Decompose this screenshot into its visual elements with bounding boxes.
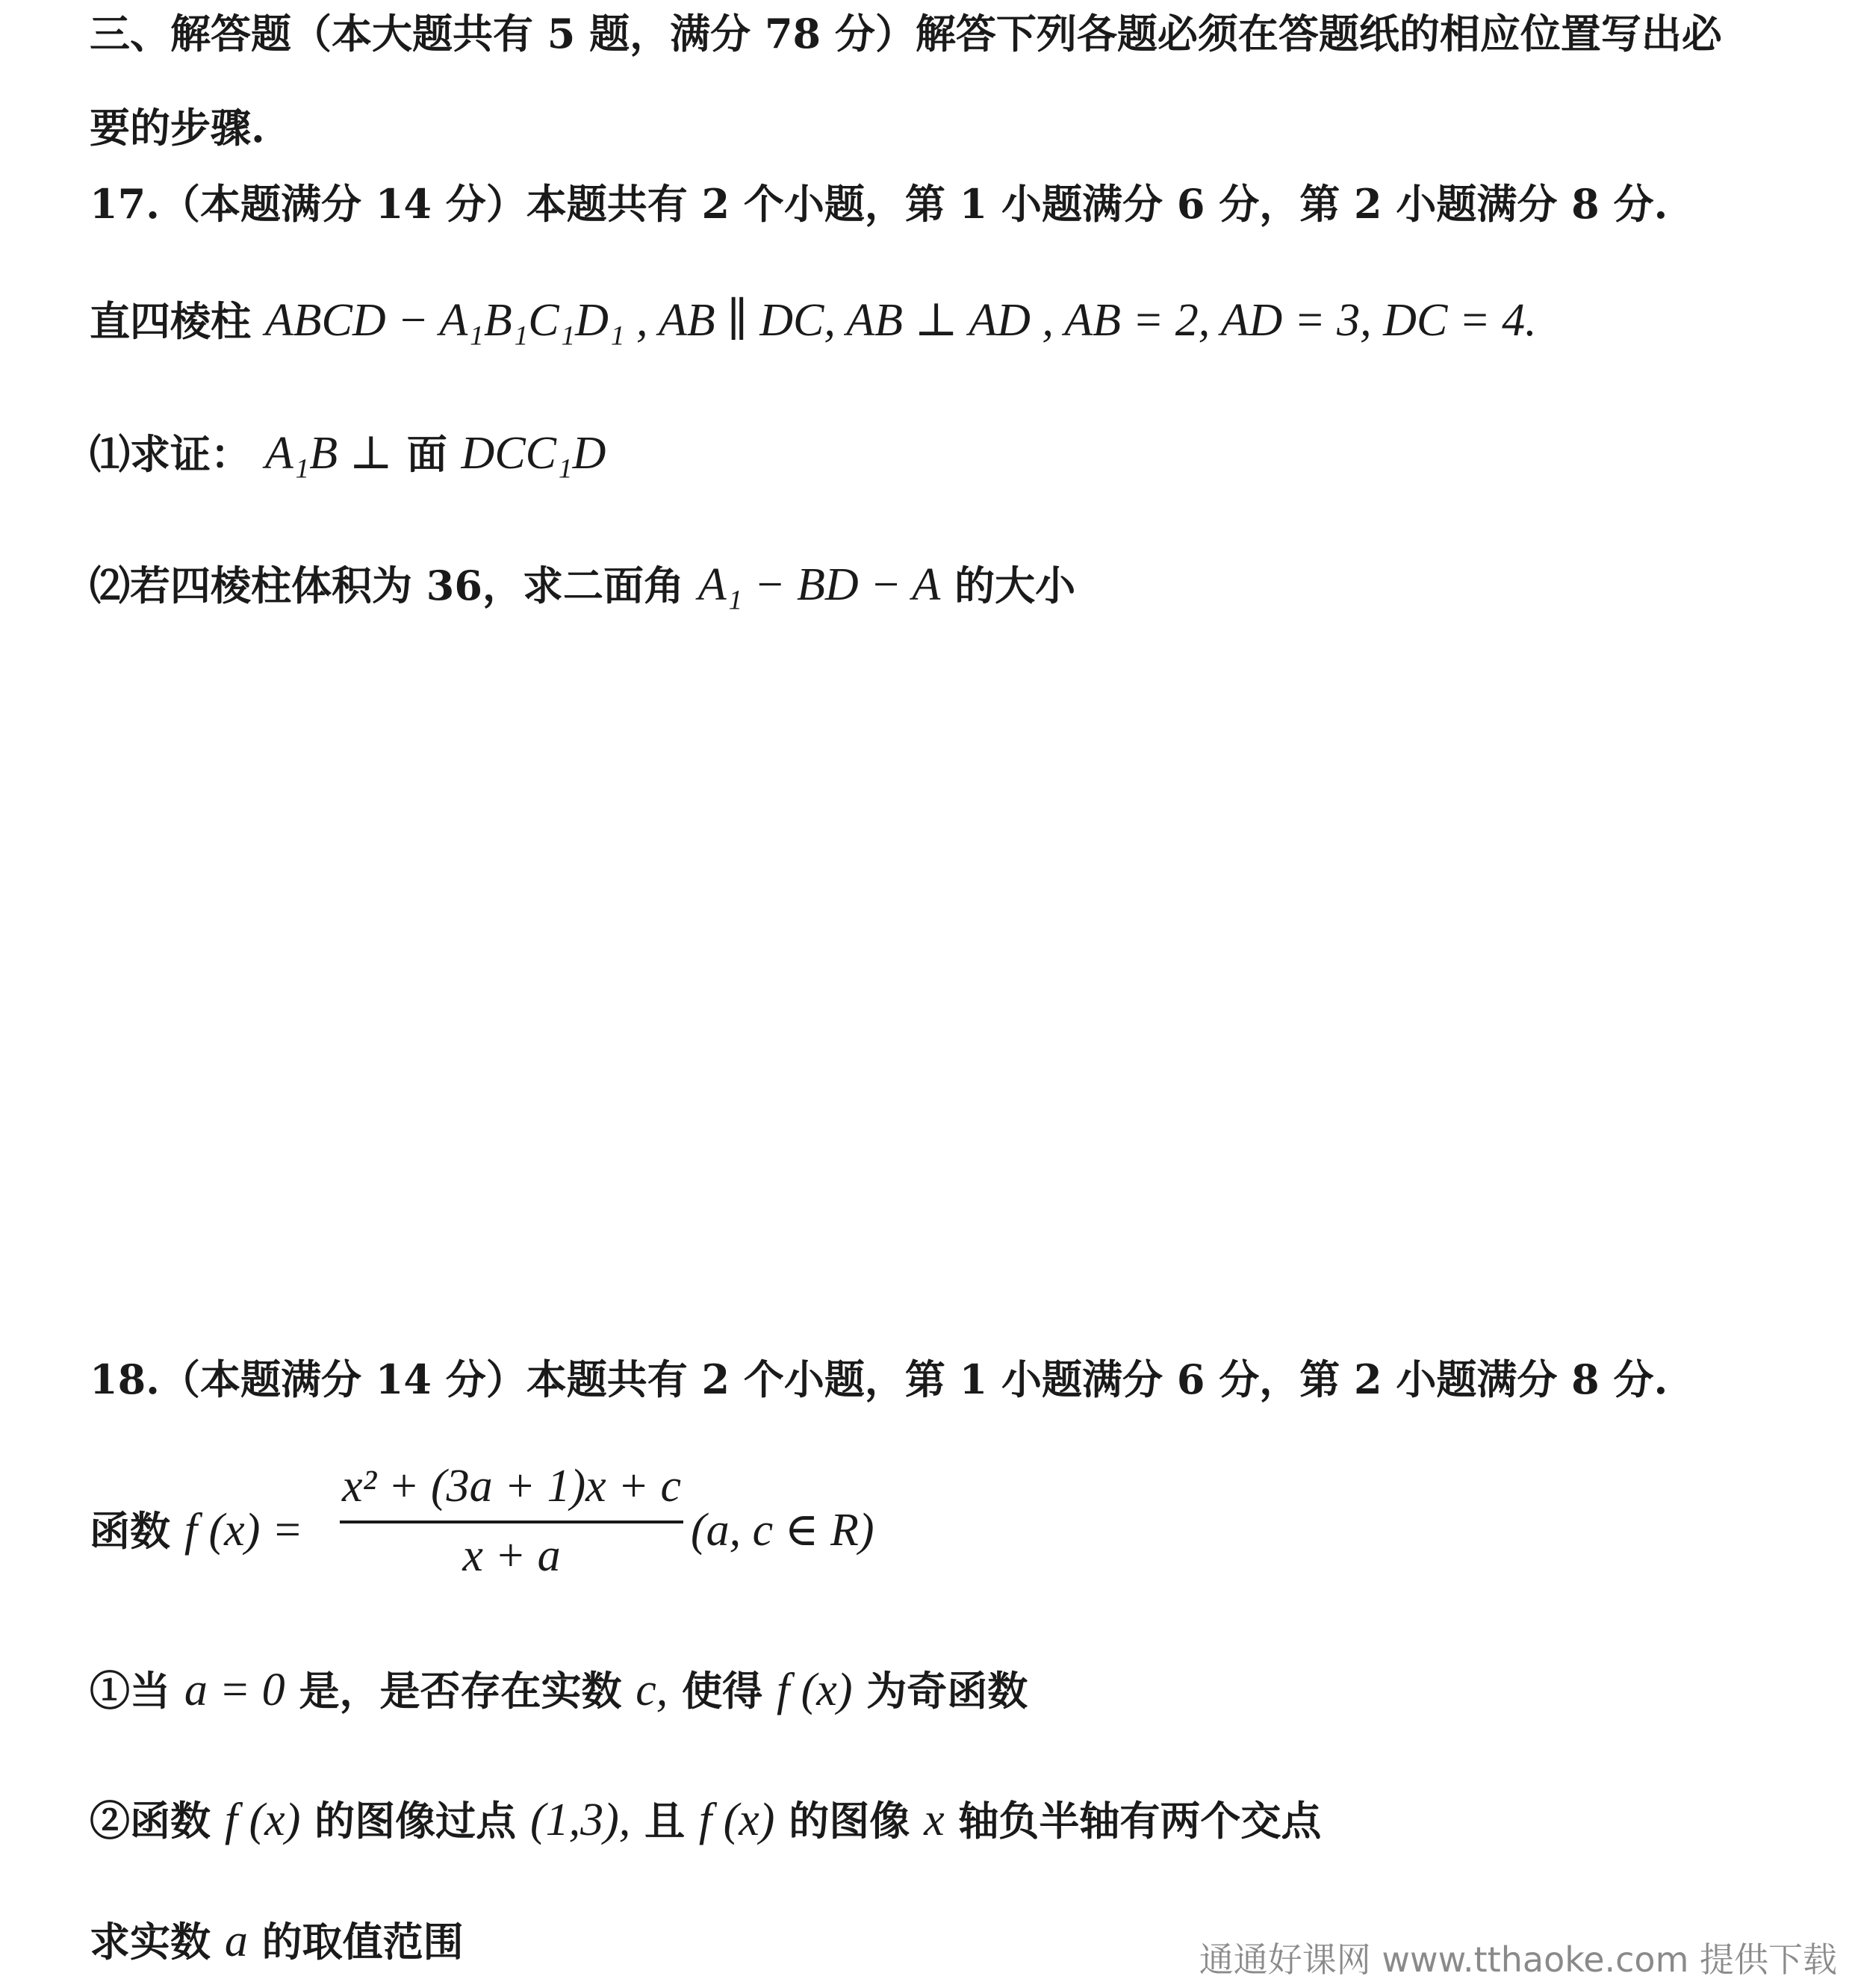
q18-part1-b: 是，是否存在实数 [299, 1667, 622, 1715]
q18-func-denominator: x + a [462, 1530, 561, 1581]
q17-part1 [90, 428, 606, 479]
q18-part2-math-c: f (x) [698, 1795, 775, 1845]
q17-part1-math-a: A₁B ⊥ [264, 428, 393, 479]
q18-part3-a: 求实数 [90, 1918, 211, 1966]
section-heading-line1: 三、解答题（本大题共有 5 题，满分 78 分）解答下列各题必须在答题纸的相应位置写出必 [90, 10, 1722, 58]
q17-stem [90, 297, 1537, 344]
q18-part3-math-a: a [224, 1916, 248, 1966]
q17-header: 17.（本题满分 14 分）本题共有 2 个小题，第 1 小题满分 6 分，第 2 小题满分 8 分. [90, 180, 1668, 228]
q17-part2-math: A₁ − BD − A [697, 559, 941, 610]
q18-part1-math-c: f (x) [776, 1665, 853, 1715]
q18-part2-math-b: (1,3), [529, 1795, 631, 1845]
q17-part2-suffix: 的大小 [954, 562, 1076, 609]
q18-func-lhs: f (x) = [184, 1505, 303, 1556]
q18-part1-a: ①当 [90, 1667, 170, 1715]
q18-func-numerator: x² + (3a + 1)x + c [342, 1461, 681, 1512]
q18-function-prefix [90, 1505, 303, 1556]
q18-part2-math-d: x [924, 1795, 945, 1845]
q18-part1-d: 为奇函数 [866, 1667, 1028, 1715]
q18-part2-d: 的图像 [789, 1797, 910, 1845]
q18-part2-e: 轴负半轴有两个交点 [958, 1797, 1322, 1845]
q18-part3 [90, 1918, 464, 1964]
section-heading-line2: 要的步骤. [90, 104, 265, 152]
q17-stem-prefix: 直四棱柱 [90, 297, 251, 345]
q17-part1-mid: 面 [406, 430, 447, 478]
q18-part1-math-a: a = 0 [184, 1665, 285, 1715]
q18-function-fraction [340, 1460, 683, 1582]
q18-function-domain [691, 1505, 874, 1556]
q17-stem-math: ABCD − A₁B₁C₁D₁ , AB ∥ DC, AB ⊥ AD , AB = 2, AD = 3, DC = 4. [264, 295, 1537, 346]
q18-part2-math-a: f (x) [224, 1795, 301, 1845]
q18-part2 [90, 1797, 1321, 1843]
q18-part1 [90, 1667, 1028, 1713]
q18-header: 18.（本题满分 14 分）本题共有 2 个小题，第 1 小题满分 6 分，第 2 小题满分 8 分. [90, 1355, 1668, 1403]
q18-part2-a: ②函数 [90, 1797, 211, 1845]
q18-part2-c: 且 [644, 1797, 686, 1845]
q17-part2 [90, 559, 1076, 610]
q18-part3-b: 的取值范围 [261, 1918, 464, 1966]
watermark: 通通好课网 www.tthaoke.com 提供下载 [1199, 1939, 1837, 1980]
q18-func-label: 函数 [90, 1507, 170, 1555]
q17-part2-prefix: ⑵若四棱柱体积为 36，求二面角 [90, 562, 684, 609]
q17-part1-prefix: ⑴求证： [90, 430, 251, 478]
q18-part2-b: 的图像过点 [314, 1797, 517, 1845]
q18-part1-c: 使得 [682, 1667, 763, 1715]
q17-part1-math-b: DCC₁D [461, 428, 606, 479]
q18-part1-math-b: c, [636, 1665, 668, 1715]
q18-func-domain: (a, c ∈ R) [691, 1505, 874, 1556]
